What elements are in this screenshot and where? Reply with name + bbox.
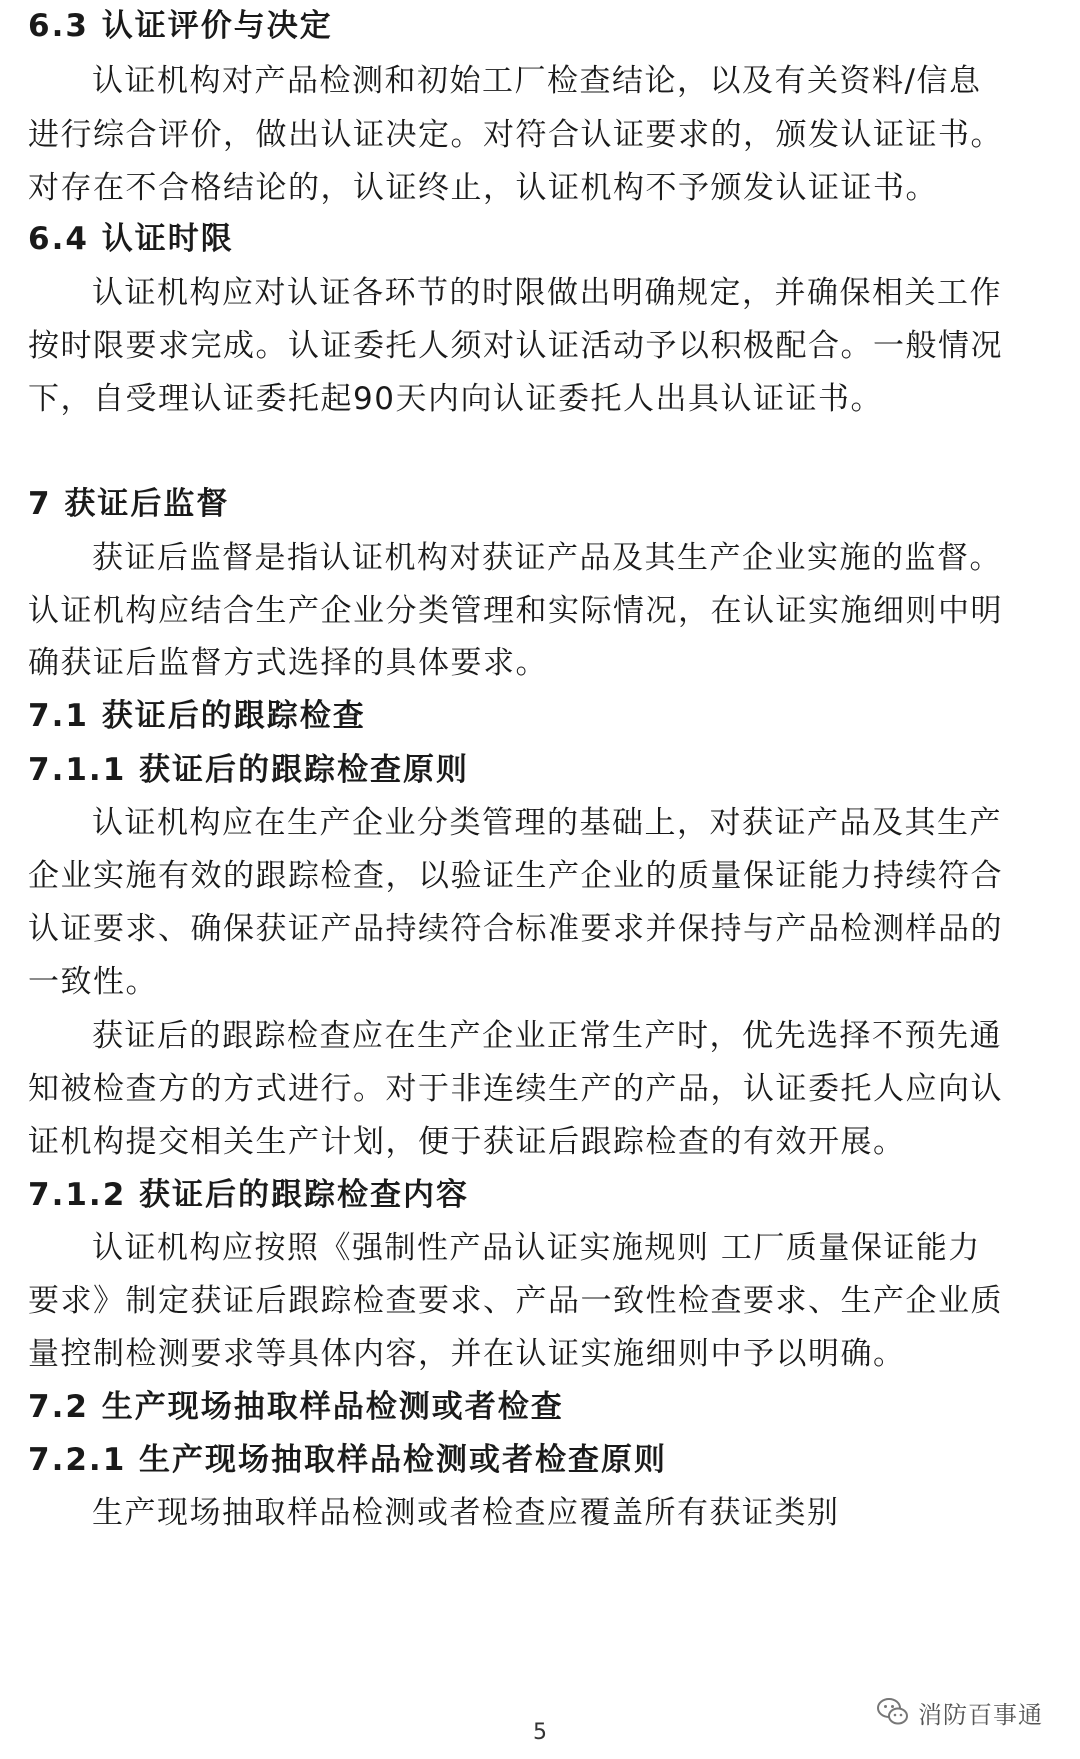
section-7-2-1-line: 生产现场抽取样品检测或者检查应覆盖所有获证类别 (92, 1495, 840, 1531)
section-7-1-2-line: 要求》制定获证后跟踪检查要求、产品一致性检查要求、生产企业质 (28, 1283, 1003, 1319)
section-7-1-1-line: 一致性。 (28, 964, 158, 1000)
section-7-2-heading: 7.2 生产现场抽取样品检测或者检查 (28, 1389, 564, 1425)
section-7-1-2-line: 认证机构应按照《强制性产品认证实施规则 工厂质量保证能力 (92, 1230, 981, 1266)
section-6-4-line: 下，自受理认证委托起90天内向认证委托人出具认证证书。 (28, 381, 883, 417)
section-6-3-heading: 6.3 认证评价与决定 (28, 8, 333, 44)
section-7-1-1-line: 知被检查方的方式进行。对于非连续生产的产品，认证委托人应向认 (28, 1071, 1003, 1107)
section-7-line: 获证后监督是指认证机构对获证产品及其生产企业实施的监督。 (92, 540, 1002, 576)
section-7-1-heading: 7.1 获证后的跟踪检查 (28, 698, 366, 734)
section-7-1-2-heading: 7.1.2 获证后的跟踪检查内容 (28, 1177, 470, 1213)
section-6-4-line: 认证机构应对认证各环节的时限做出明确规定，并确保相关工作 (92, 275, 1002, 311)
section-7-line: 确获证后监督方式选择的具体要求。 (28, 645, 548, 681)
section-7-1-1-line: 认证机构应在生产企业分类管理的基础上，对获证产品及其生产 (92, 805, 1002, 841)
section-7-line: 认证机构应结合生产企业分类管理和实际情况，在认证实施细则中明 (28, 593, 1003, 629)
section-6-3-line: 对存在不合格结论的，认证终止，认证机构不予颁发认证证书。 (28, 170, 938, 206)
page-number: 5 (533, 1720, 547, 1745)
section-7-1-1-line: 证机构提交相关生产计划，便于获证后跟踪检查的有效开展。 (28, 1124, 906, 1160)
section-7-2-1-heading: 7.2.1 生产现场抽取样品检测或者检查原则 (28, 1442, 668, 1478)
section-7-1-1-line: 企业实施有效的跟踪检查，以验证生产企业的质量保证能力持续符合 (28, 858, 1003, 894)
section-6-4-line: 按时限要求完成。认证委托人须对认证活动予以积极配合。一般情况 (28, 328, 1003, 364)
watermark-text: 消防百事通 (918, 1700, 1043, 1729)
section-6-3-line: 进行综合评价，做出认证决定。对符合认证要求的，颁发认证证书。 (28, 117, 1003, 153)
section-6-4-heading: 6.4 认证时限 (28, 221, 234, 257)
section-7-1-1-line: 认证要求、确保获证产品持续符合标准要求并保持与产品检测样品的 (28, 911, 1003, 947)
section-7-1-1-heading: 7.1.1 获证后的跟踪检查原则 (28, 752, 470, 788)
section-6-3-line: 认证机构对产品检测和初始工厂检查结论，以及有关资料/信息 (92, 63, 982, 99)
section-7-1-1-line: 获证后的跟踪检查应在生产企业正常生产时，优先选择不预先通 (92, 1018, 1002, 1054)
section-7-heading: 7 获证后监督 (28, 486, 230, 522)
section-7-1-2-line: 量控制检测要求等具体内容，并在认证实施细则中予以明确。 (28, 1336, 906, 1372)
